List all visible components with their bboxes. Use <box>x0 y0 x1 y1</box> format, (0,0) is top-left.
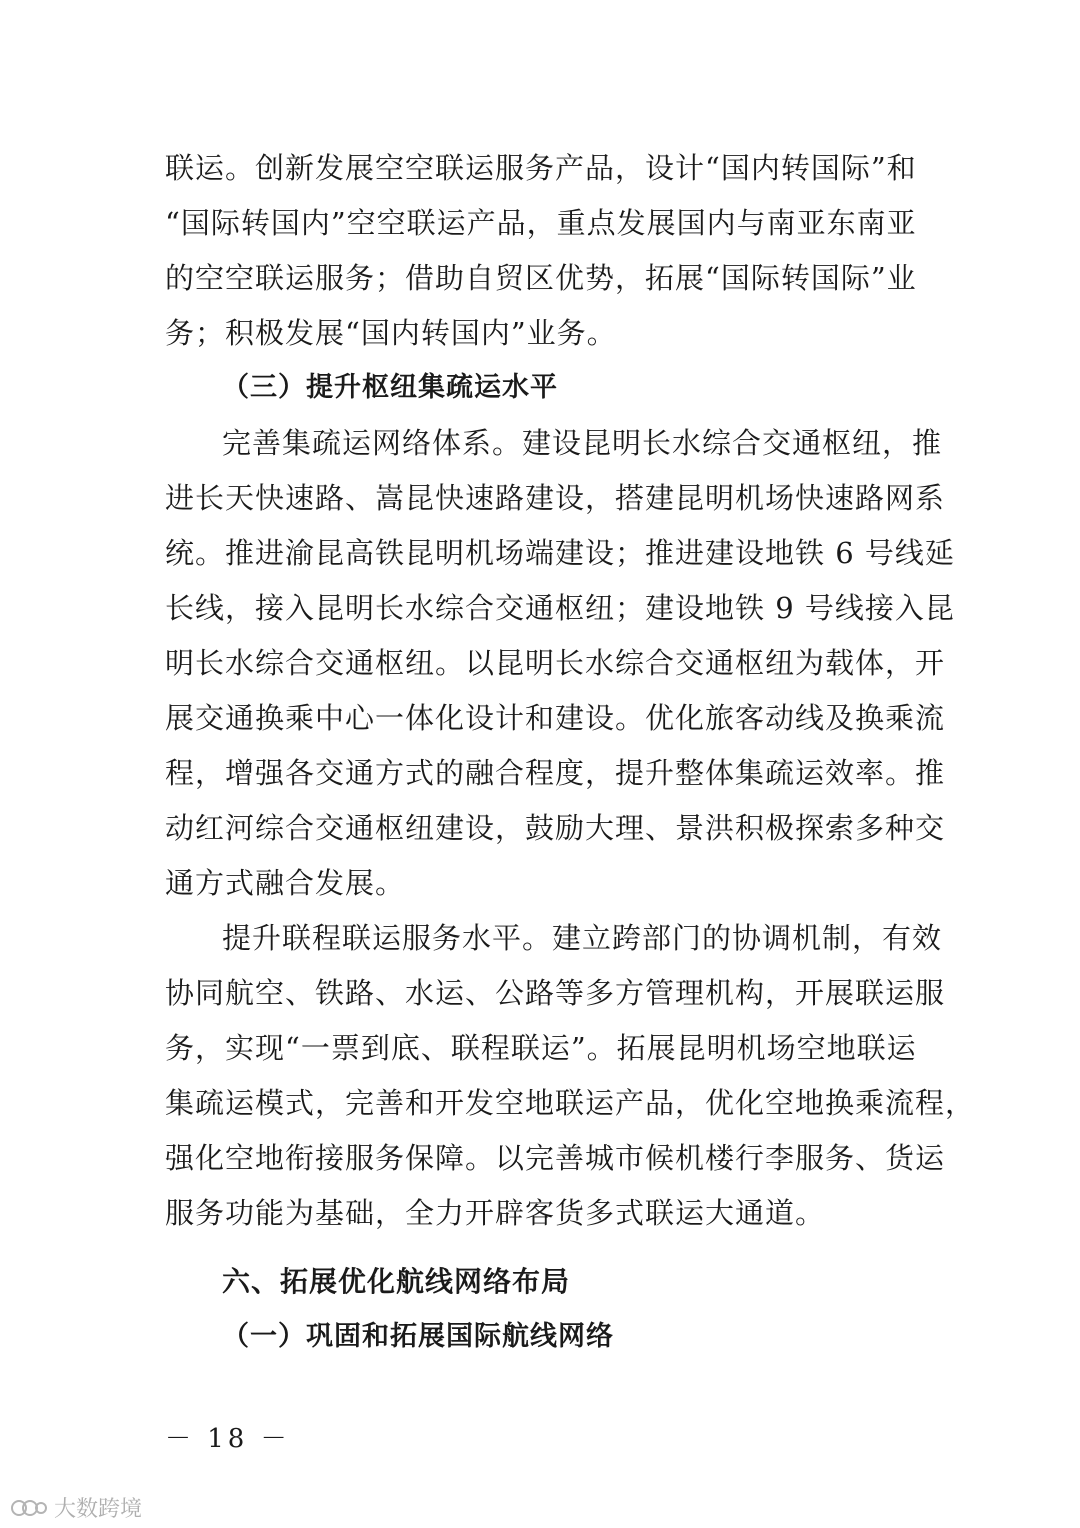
paragraph-line: 进长天快速路、嵩昆快速路建设，搭建昆明机场快速路网系 <box>165 481 946 515</box>
paragraph-line: 集疏运模式，完善和开发空地联运产品，优化空地换乘流程， <box>165 1086 976 1120</box>
paragraph-line: 通方式融合发展。 <box>165 866 406 900</box>
paragraph-line: 统。推进渝昆高铁昆明机场端建设；推进建设地铁 6 号线延 <box>165 536 955 570</box>
paragraph-line: “国际转国内”空空联运产品，重点发展国内与南亚东南亚 <box>165 206 917 240</box>
paragraph-line: 务；积极发展“国内转国内”业务。 <box>165 316 617 350</box>
section-heading: 六、拓展优化航线网络布局 <box>222 1265 571 1298</box>
watermark-text: 大数跨境 <box>54 1497 143 1522</box>
paragraph-line: 的空空联运服务；借助自贸区优势，拓展“国际转国际”业 <box>165 261 917 295</box>
paragraph-line: 动红河综合交通枢纽建设，鼓励大理、景洪积极探索多种交 <box>165 811 946 845</box>
paragraph-line: 完善集疏运网络体系。建设昆明长水综合交通枢纽，推 <box>222 426 943 460</box>
page-number: － 18 － <box>165 1424 291 1454</box>
paragraph-line: 协同航空、铁路、水运、公路等多方管理机构，开展联运服 <box>165 976 946 1010</box>
watermark <box>10 1492 142 1523</box>
paragraph-line: 提升联程联运服务水平。建立跨部门的协调机制，有效 <box>222 921 943 955</box>
paragraph-line: 务，实现“一票到底、联程联运”。拓展昆明机场空地联运 <box>165 1031 917 1065</box>
paragraph-line: 服务功能为基础，全力开辟客货多式联运大通道。 <box>165 1196 826 1230</box>
paragraph-line: 展交通换乘中心一体化设计和建设。优化旅客动线及换乘流 <box>165 701 946 735</box>
paragraph-line: 长线，接入昆明长水综合交通枢纽；建设地铁 9 号线接入昆 <box>165 591 955 625</box>
paragraph-line: 联运。创新发展空空联运服务产品，设计“国内转国际”和 <box>165 151 917 185</box>
paragraph-line: 明长水综合交通枢纽。以昆明长水综合交通枢纽为载体，开 <box>165 646 946 680</box>
watermark-logo-icon <box>10 1495 48 1521</box>
section-subheading: （三）提升枢纽集疏运水平 <box>222 372 558 403</box>
section-subheading: （一）巩固和拓展国际航线网络 <box>222 1321 614 1352</box>
paragraph-line: 程，增强各交通方式的融合程度，提升整体集疏运效率。推 <box>165 756 946 790</box>
paragraph-line: 强化空地衔接服务保障。以完善城市候机楼行李服务、货运 <box>165 1141 946 1175</box>
